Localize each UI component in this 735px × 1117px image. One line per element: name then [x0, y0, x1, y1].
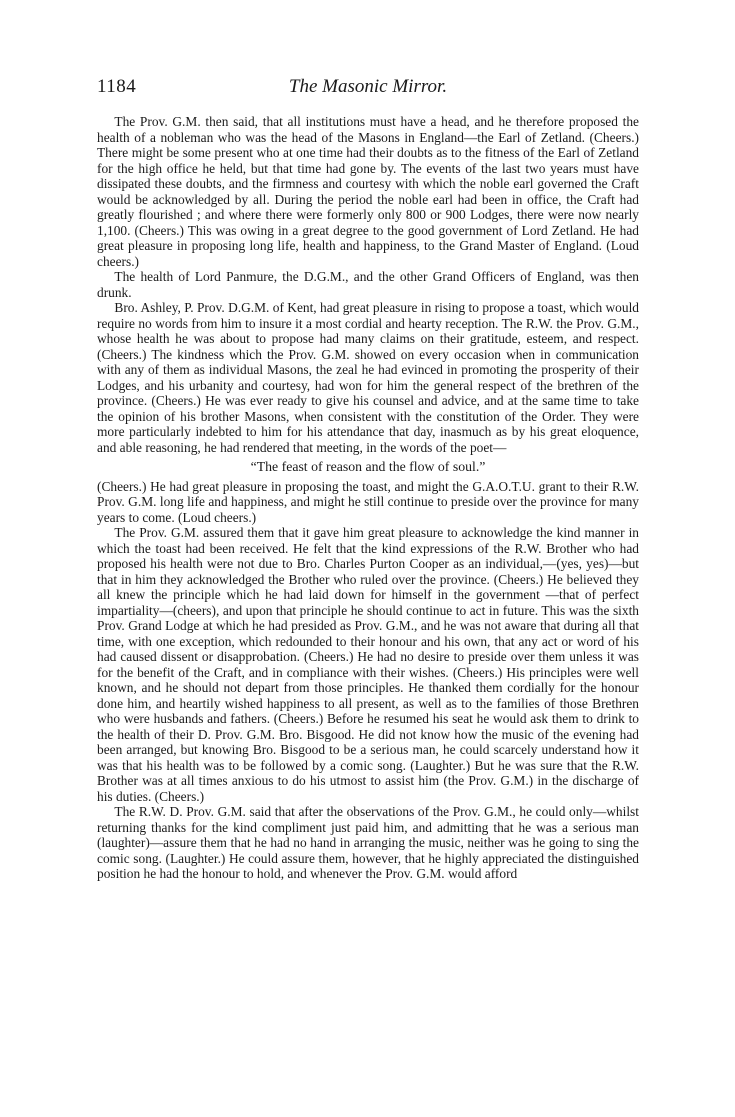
paragraph-d-prov-gm-reply: The R.W. D. Prov. G.M. said that after the observations of the Prov. G.M., he could only—whilst returning thanks for the kind compliment just paid him, and admitting that he was a serious man (laughter)—assure them that he had no hand in arranging the music, neither was he going to sing the comic song. (Laughter.) He could assure them, however, that he highly appreciated the distinguished position he had the honour to hold, and whenever the Prov. G.M. would afford: [97, 804, 639, 881]
running-title: The Masonic Mirror.: [288, 76, 448, 97]
paragraph-prov-gm-reply: The Prov. G.M. assured them that it gave him great pleasure to acknowledge the kind manner in which the toast had been received. He felt that the kind expressions of the R.W. Brother who had proposed his health were not due to Bro. Charles Purton Cooper as an individual,—(yes, yes)—but that in him they acknowledged the Brother who ruled over the province. (Cheers.) He believed they all knew the principle which he had laid down for himself in the government —that of perfect impartiality—(cheers), and upon that principle he should continue to act in future. This was the sixth Prov. Grand Lodge at which he had presided as Prov. G.M., and he was not aware that during all that time, with one exception, which redounded to their honour and his own, that any act or word of his had caused dissent or disapprobation. (Cheers.) He had no desire to preside over them unless it was for the benefit of the Craft, and in compliance with their wishes. (Cheers.) His principles were well known, and he should not depart from those principles. He thanked them cordially for the honour done him, and heartily wished happiness to all present, as well as to the families of those Brethren who were husbands and fathers. (Cheers.) Before he resumed his seat he would ask them to drink to the health of their D. Prov. G.M. Bro. Bisgood. He did not know how the music of the evening had been arranged, but knowing Bro. Bisgood to be a serious man, he could scarcely understand how it was that his health was to be followed by a comic song. (Laughter.) But he was sure that the R.W. Brother was at all times anxious to do his utmost to assist him (the Prov. G.M.) in the discharge of his duties. (Cheers.): [97, 525, 639, 804]
page-header: [97, 76, 639, 106]
document-page: [97, 76, 639, 882]
paragraph-panmure-health: The health of Lord Panmure, the D.G.M., and the other Grand Officers of England, was then drunk.: [97, 269, 639, 300]
paragraph-cheers-continuation: (Cheers.) He had great pleasure in proposing the toast, and might the G.A.O.T.U. grant to their R.W. Prov. G.M. long life and happiness, and might he still continue to preside over the province for many years to come. (Loud cheers.): [97, 478, 639, 525]
paragraph-ashley-toast: Bro. Ashley, P. Prov. D.G.M. of Kent, had great pleasure in rising to propose a toast, which would require no words from him to insure it a most cordial and hearty reception. The R.W. the Prov. G.M., whose health he was about to propose had many claims on their gratitude, esteem, and respect. (Cheers.) The kindness which the Prov. G.M. showed on every occasion when in communication with any of them as individual Masons, the zeal he had evinced in promoting the prosperity of their Lodges, and his urbanity and courtesy, had won for him the general respect of the brethren of the province. (Cheers.) He was ever ready to give his counsel and advice, and at the same time to take the opinion of his brother Masons, when consistent with the constitution of the Order. They were more particularly indebted to him for his attendance that day, inasmuch as by his great eloquence, and able reasoning, he had rendered that meeting, in the words of the poet—: [97, 300, 639, 455]
quotation-poet: “The feast of reason and the flow of soul.”: [250, 459, 486, 474]
page-number: 1184: [97, 76, 137, 97]
paragraph-zetland-toast: The Prov. G.M. then said, that all institutions must have a head, and he therefore proposed the health of a nobleman who was the head of the Masons in England—the Earl of Zetland. (Cheers.) There might be some present who at one time had their doubts as to the fitness of the Earl of Zetland for the high office he held, but that time had gone by. The events of the last two years must have dissipated these doubts, and the firmness and courtesy with which the noble earl governed the Craft would be acknowledged by all. During the period the noble earl had been in office, the Craft had greatly flourished ; and where there were formerly only 800 or 900 Lodges, there were now nearly 1,100. (Cheers.) This was owing in a great degree to the good government of Lord Zetland. He had great pleasure in proposing long life, health and happiness, to the Grand Master of England. (Loud cheers.): [97, 114, 639, 269]
article-body: [97, 114, 639, 882]
